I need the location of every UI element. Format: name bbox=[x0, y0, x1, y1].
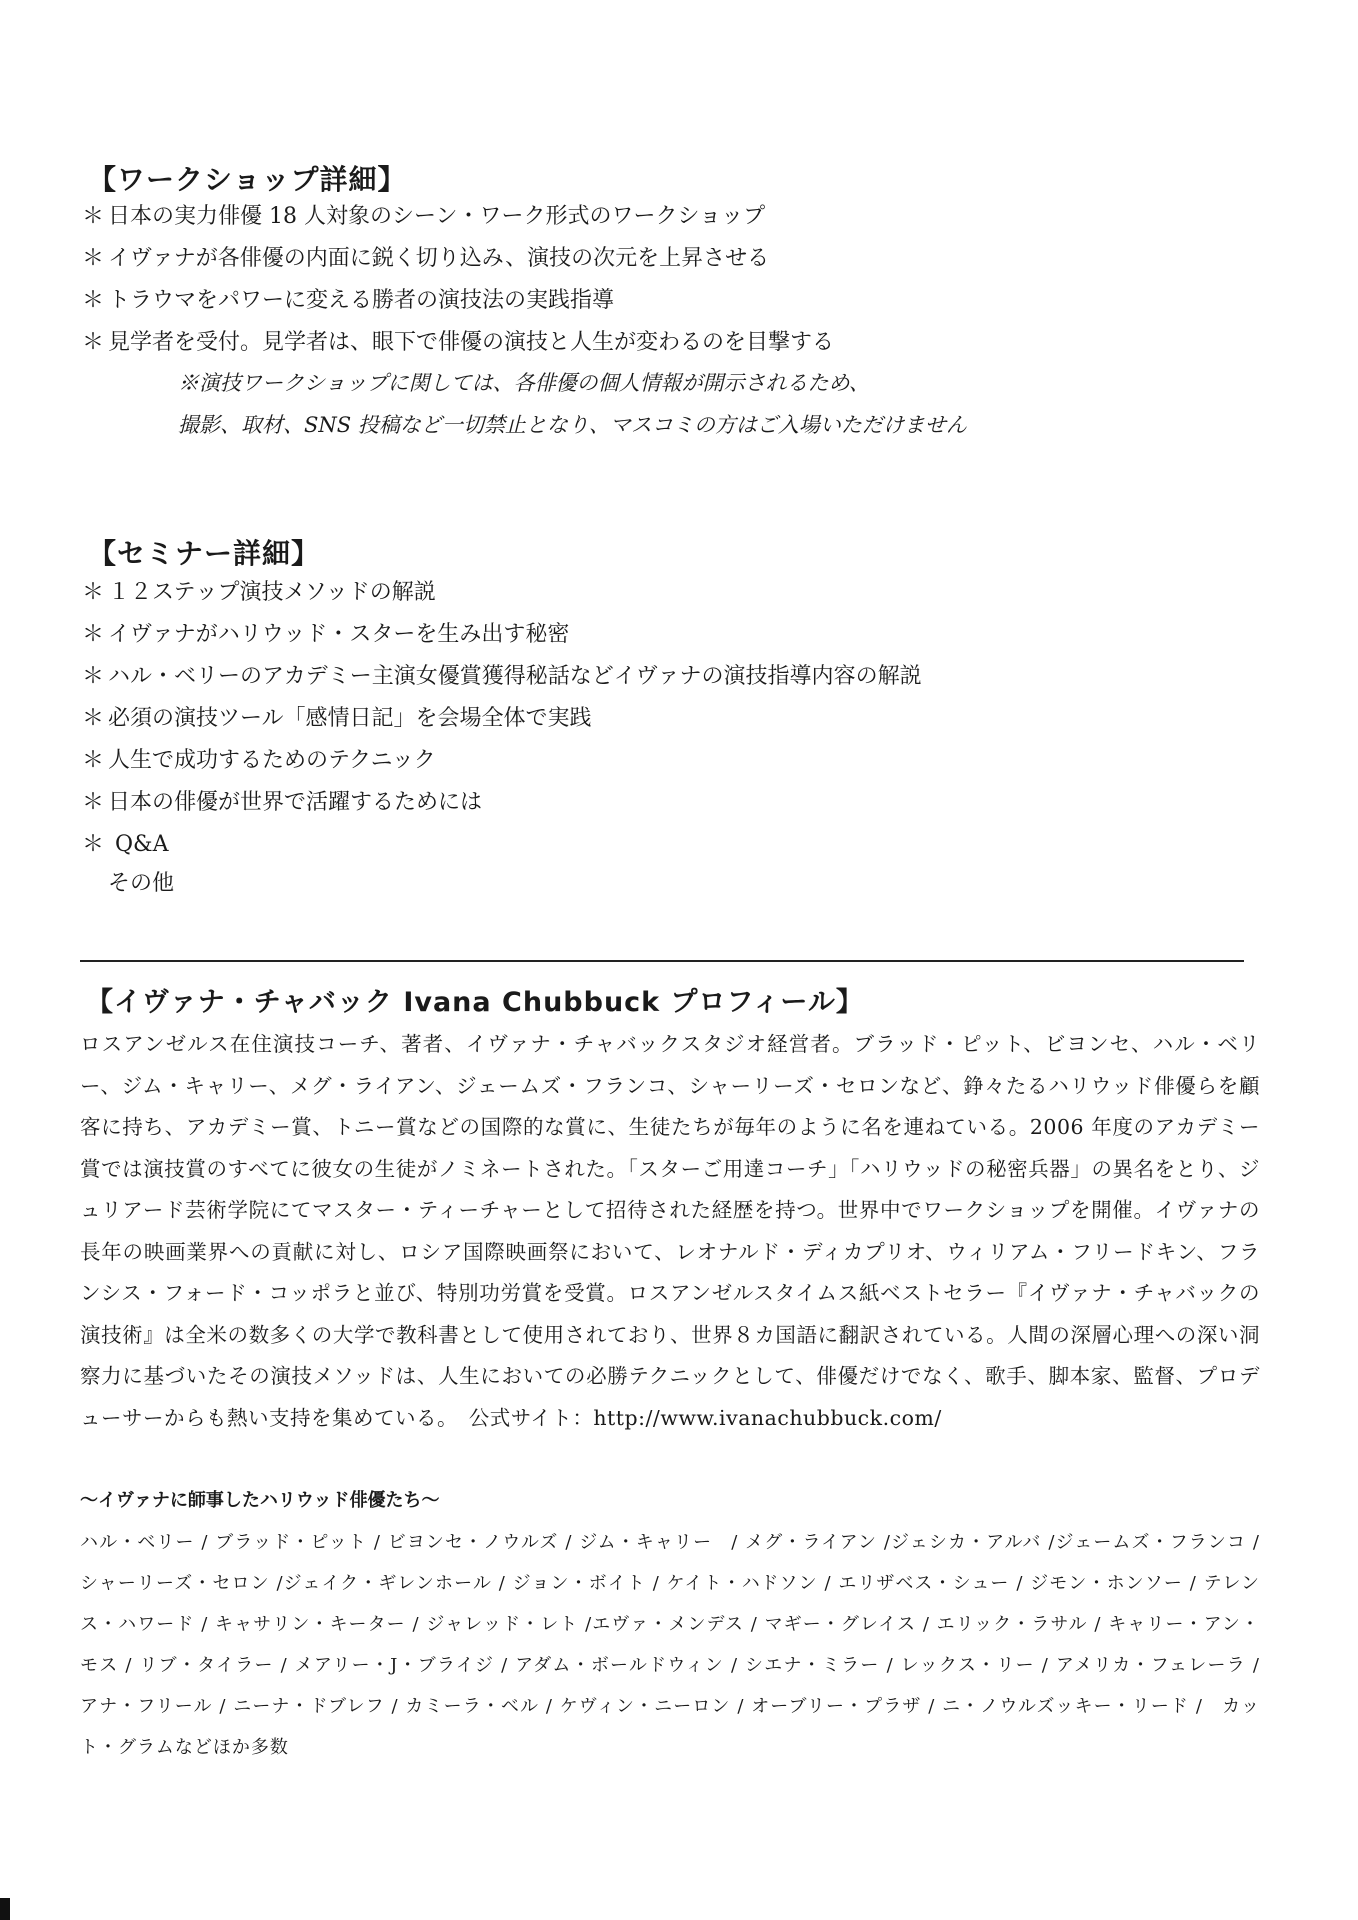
bullet-mark: ＊ bbox=[82, 330, 105, 355]
students-heading: ～イヴァナに師事したハリウッド俳優たち～ bbox=[80, 1490, 440, 1511]
seminar-item-text: Q&A bbox=[108, 832, 169, 857]
workshop-item-text: 見学者を受付。見学者は、眼下で俳優の演技と人生が変わるのを目撃する bbox=[108, 330, 835, 355]
seminar-other: その他 bbox=[108, 871, 175, 896]
bullet-mark: ＊ bbox=[82, 832, 105, 857]
bullet-mark: ＊ bbox=[82, 706, 105, 731]
list-item bbox=[82, 614, 922, 656]
scan-edge-mark bbox=[0, 1898, 10, 1920]
list-item bbox=[82, 572, 922, 614]
bullet-mark: ＊ bbox=[82, 790, 105, 815]
workshop-item-text: イヴァナが各俳優の内面に鋭く切り込み、演技の次元を上昇させる bbox=[108, 246, 770, 271]
seminar-item-text: 必須の演技ツール「感情日記」を会場全体で実践 bbox=[108, 706, 592, 731]
bullet-mark: ＊ bbox=[82, 748, 105, 773]
profile-body: ロスアンゼルス在住演技コーチ、著者、イヴァナ・チャバックスタジオ経営者。ブラッド・ピット、ビヨンセ、ハル・ベリー、ジム・キャリー、メグ・ライアン、ジェームズ・フランコ、シャーリーズ・セロンなど、錚々たるハリウッド俳優らを顧客に持ち、アカデミー賞、トニー賞などの国際的な賞に、生徒たちが毎年のように名を連ねている。2006 年度のアカデミー賞では演技賞のすべてに彼女の生徒がノミネートされた。「スターご用達コーチ」「ハリウッドの秘密兵器」の異名をとり、ジュリアード芸術学院にてマスター・ティーチャーとして招待された経歴を持つ。世界中でワークショップを開催。イヴァナの長年の映画業界への貢献に対し、ロシア国際映画祭において、レオナルド・ディカプリオ、ウィリアム・フリードキン、フランシス・フォード・コッポラと並び、特別功労賞を受賞。ロスアンゼルスタイムス紙ベストセラー『イヴァナ・チャバックの演技術』は全米の数多くの大学で教科書として使用されており、世界８カ国語に翻訳されている。人間の深層心理への深い洞察力に基づいたその演技メソッドは、人生においての必勝テクニックとして、俳優だけでなく、歌手、脚本家、監督、プロデューサーからも熱い支持を集めている。 公式サイト：http://www.ivanachubbuck.com/ bbox=[80, 1032, 1260, 1430]
list-item bbox=[82, 782, 922, 824]
workshop-item-text: トラウマをパワーに変える勝者の演技法の実践指導 bbox=[108, 288, 615, 313]
seminar-heading: 【セミナー詳細】 bbox=[88, 537, 321, 570]
bullet-mark: ＊ bbox=[82, 246, 105, 271]
students-list: ハル・ベリー / ブラッド・ピット / ビヨンセ・ノウルズ / ジム・キャリー / メグ・ライアン /ジェシカ・アルバ /ジェームズ・フランコ / シャーリーズ・セロン /ジェイク・ギレンホール / ジョン・ボイト / ケイト・ハドソン / エリザベス・シュー / ジモン・ホンソー / テレンス・ハワード / キャサリン・キーター / ジャレッド・レト /エヴァ・メンデス / マギー・グレイス / エリック・ラサル / キャリー・アン・モス / リブ・タイラー / メアリー・J・ブライジ / アダム・ボールドウィン / シエナ・ミラー / レックス・リー / アメリカ・フェレーラ / アナ・フリール / ニーナ・ドブレフ / カミーラ・ベル / ケヴィン・ニーロン / オーブリー・プラザ / ニ・ノウルズッキー・リード / カット・グラムなどほか多数 bbox=[80, 1532, 1260, 1758]
seminar-list bbox=[82, 572, 922, 866]
list-item bbox=[82, 698, 922, 740]
profile-heading: 【イヴァナ・チャバック Ivana Chubbuck プロフィール】 bbox=[86, 987, 864, 1018]
list-item bbox=[82, 280, 834, 322]
bullet-mark: ＊ bbox=[82, 288, 105, 313]
workshop-item-text: 日本の実力俳優 18 人対象のシーン・ワーク形式のワークショップ bbox=[108, 204, 766, 229]
bullet-mark: ＊ bbox=[82, 664, 105, 689]
section-divider bbox=[80, 960, 1244, 962]
seminar-item-text: イヴァナがハリウッド・スターを生み出す秘密 bbox=[108, 622, 570, 647]
bullet-mark: ＊ bbox=[82, 580, 105, 605]
list-item bbox=[82, 322, 834, 364]
list-item bbox=[82, 824, 922, 866]
workshop-heading: 【ワークショップ詳細】 bbox=[88, 163, 407, 196]
workshop-note-line-2: 撮影、取材、SNS 投稿など一切禁止となり、マスコミの方はご入場いただけません bbox=[178, 413, 967, 437]
list-item bbox=[82, 238, 834, 280]
seminar-item-text: ハル・ベリーのアカデミー主演女優賞獲得秘話などイヴァナの演技指導内容の解説 bbox=[108, 664, 922, 689]
workshop-note-line-1: ※演技ワークショップに関しては、各俳優の個人情報が開示されるため、 bbox=[178, 371, 870, 395]
list-item bbox=[82, 196, 834, 238]
list-item bbox=[82, 740, 922, 782]
seminar-item-text: 日本の俳優が世界で活躍するためには bbox=[108, 790, 483, 815]
workshop-list bbox=[82, 196, 834, 364]
seminar-item-text: 人生で成功するためのテクニック bbox=[108, 748, 436, 773]
list-item bbox=[82, 656, 922, 698]
bullet-mark: ＊ bbox=[82, 622, 105, 647]
seminar-item-text: １２ステップ演技メソッドの解説 bbox=[108, 580, 436, 605]
bullet-mark: ＊ bbox=[82, 204, 105, 229]
